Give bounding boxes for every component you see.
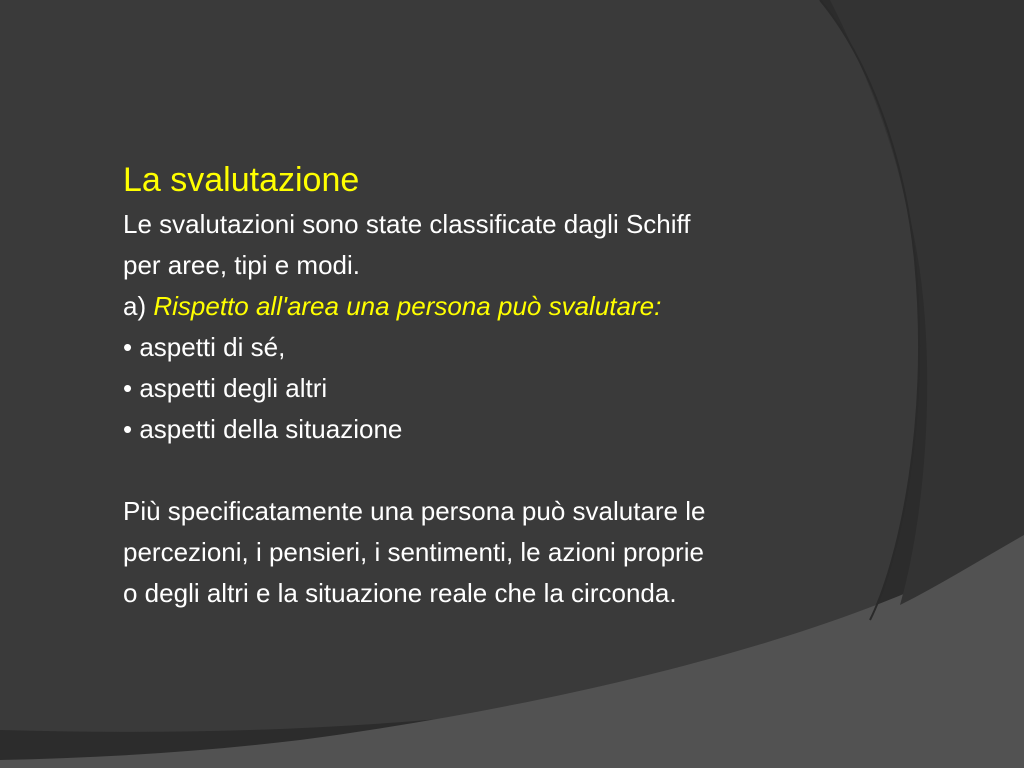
- slide-title: La svalutazione: [123, 161, 360, 199]
- bullet-item: • aspetti di sé,: [123, 332, 286, 362]
- bullet-item: • aspetti degli altri: [123, 373, 328, 403]
- paragraph-line-3: o degli altri e la situazione reale che la circonda.: [123, 578, 677, 608]
- point-a-text: Rispetto all'area una persona può svalutare:: [153, 291, 662, 321]
- paragraph-spacer: [123, 450, 913, 491]
- slide-content: [123, 156, 913, 614]
- point-a: [123, 286, 913, 327]
- point-a-prefix: a): [123, 291, 147, 321]
- paragraph-line-2: percezioni, i pensieri, i sentimenti, le azioni proprie: [123, 537, 704, 567]
- bullet-item: • aspetti della situazione: [123, 414, 403, 444]
- paragraph-line-1: Più specificatamente una persona può svalutare le: [123, 496, 706, 526]
- intro-line-1: Le svalutazioni sono state classificate dagli Schiff: [123, 209, 691, 239]
- intro-line-2: per aree, tipi e modi.: [123, 250, 361, 280]
